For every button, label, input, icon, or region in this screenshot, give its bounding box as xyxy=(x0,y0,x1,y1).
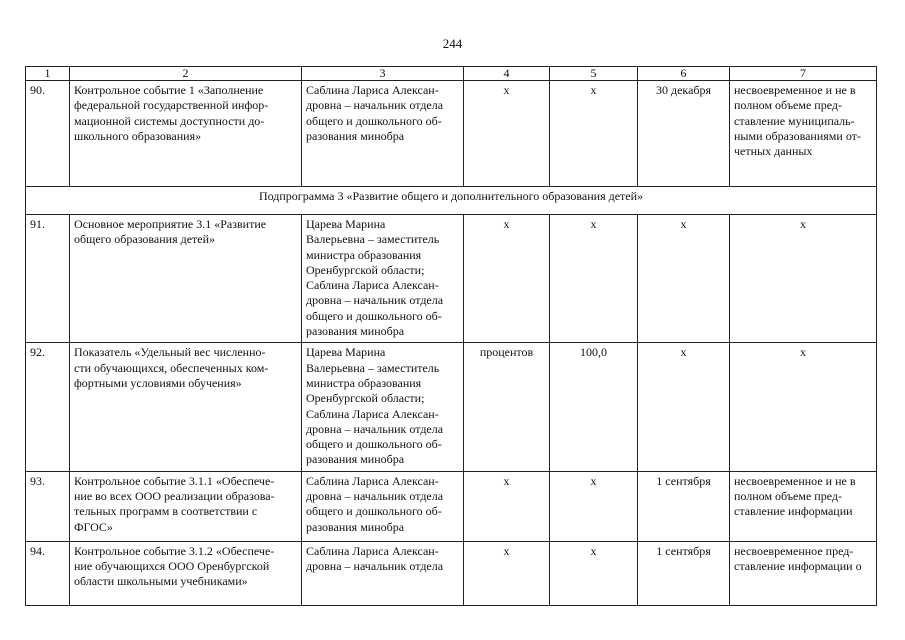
table-row xyxy=(26,541,877,605)
risk-cell: несвоевременное и не в полном объеме пред- ставление муниципаль- ными образованиями от- четных данных xyxy=(730,81,877,187)
responsible-person: Саблина Лариса Алексан- дровна – начальник отдела общего и дошкольного об- разования минобра xyxy=(302,81,464,187)
risk-cell: несвоевременное и не в полном объеме пред- ставление информации xyxy=(730,471,877,541)
value-cell: х xyxy=(550,541,638,605)
deadline-cell: 1 сентября xyxy=(638,541,730,605)
row-number: 91. xyxy=(26,215,70,343)
responsible-person: Царева Марина Валерьевна – заместитель министра образования Оренбургской области; Саблина Лариса Алексан- дровна – начальник отдела общего и дошкольного об- разования минобра xyxy=(302,343,464,471)
row-number: 92. xyxy=(26,343,70,471)
risk-cell: х xyxy=(730,215,877,343)
plan-table xyxy=(25,66,877,606)
responsible-person: Саблина Лариса Алексан- дровна – начальник отдела общего и дошкольного об- разования минобра xyxy=(302,471,464,541)
column-header: 7 xyxy=(730,67,877,81)
column-header: 1 xyxy=(26,67,70,81)
responsible-person: Царева Марина Валерьевна – заместитель министра образования Оренбургской области; Саблина Лариса Алексан- дровна – начальник отдела общего и дошкольного об- разования минобра xyxy=(302,215,464,343)
row-number: 90. xyxy=(26,81,70,187)
unit-cell: х xyxy=(464,81,550,187)
event-name: Основное мероприятие 3.1 «Развитие общего образования детей» xyxy=(70,215,302,343)
value-cell: х xyxy=(550,215,638,343)
event-name: Показатель «Удельный вес численно- сти обучающихся, обеспеченных ком- фортными условиями обучения» xyxy=(70,343,302,471)
table-row xyxy=(26,215,877,343)
unit-cell: х xyxy=(464,541,550,605)
deadline-cell: х xyxy=(638,215,730,343)
row-number: 93. xyxy=(26,471,70,541)
risk-cell: х xyxy=(730,343,877,471)
column-header: 3 xyxy=(302,67,464,81)
column-header: 5 xyxy=(550,67,638,81)
unit-cell: процентов xyxy=(464,343,550,471)
event-name: Контрольное событие 3.1.1 «Обеспече- ние во всех ООО реализации образова- тельных программ в соответствии с ФГОС» xyxy=(70,471,302,541)
column-header: 4 xyxy=(464,67,550,81)
table-row xyxy=(26,343,877,471)
page-number: 244 xyxy=(442,36,463,51)
column-header: 6 xyxy=(638,67,730,81)
subprogram-row xyxy=(26,187,877,215)
event-name: Контрольное событие 3.1.2 «Обеспече- ние обучающихся ООО Оренбургской области школьными учебниками» xyxy=(70,541,302,605)
column-numbers-row xyxy=(26,67,877,81)
deadline-cell: 1 сентября xyxy=(638,471,730,541)
value-cell: х xyxy=(550,471,638,541)
table-row xyxy=(26,81,877,187)
deadline-cell: 30 декабря xyxy=(638,81,730,187)
risk-cell: несвоевременное пред- ставление информации о xyxy=(730,541,877,605)
value-cell: 100,0 xyxy=(550,343,638,471)
deadline-cell: х xyxy=(638,343,730,471)
table-row xyxy=(26,471,877,541)
row-number: 94. xyxy=(26,541,70,605)
subprogram-heading: Подпрограмма 3 «Развитие общего и дополнительного образования детей» xyxy=(26,187,877,215)
event-name: Контрольное событие 1 «Заполнение федеральной государственной инфор- мационной системы доступности до- школьного образования» xyxy=(70,81,302,187)
value-cell: х xyxy=(550,81,638,187)
responsible-person: Саблина Лариса Алексан- дровна – начальник отдела xyxy=(302,541,464,605)
unit-cell: х xyxy=(464,471,550,541)
column-header: 2 xyxy=(70,67,302,81)
unit-cell: х xyxy=(464,215,550,343)
